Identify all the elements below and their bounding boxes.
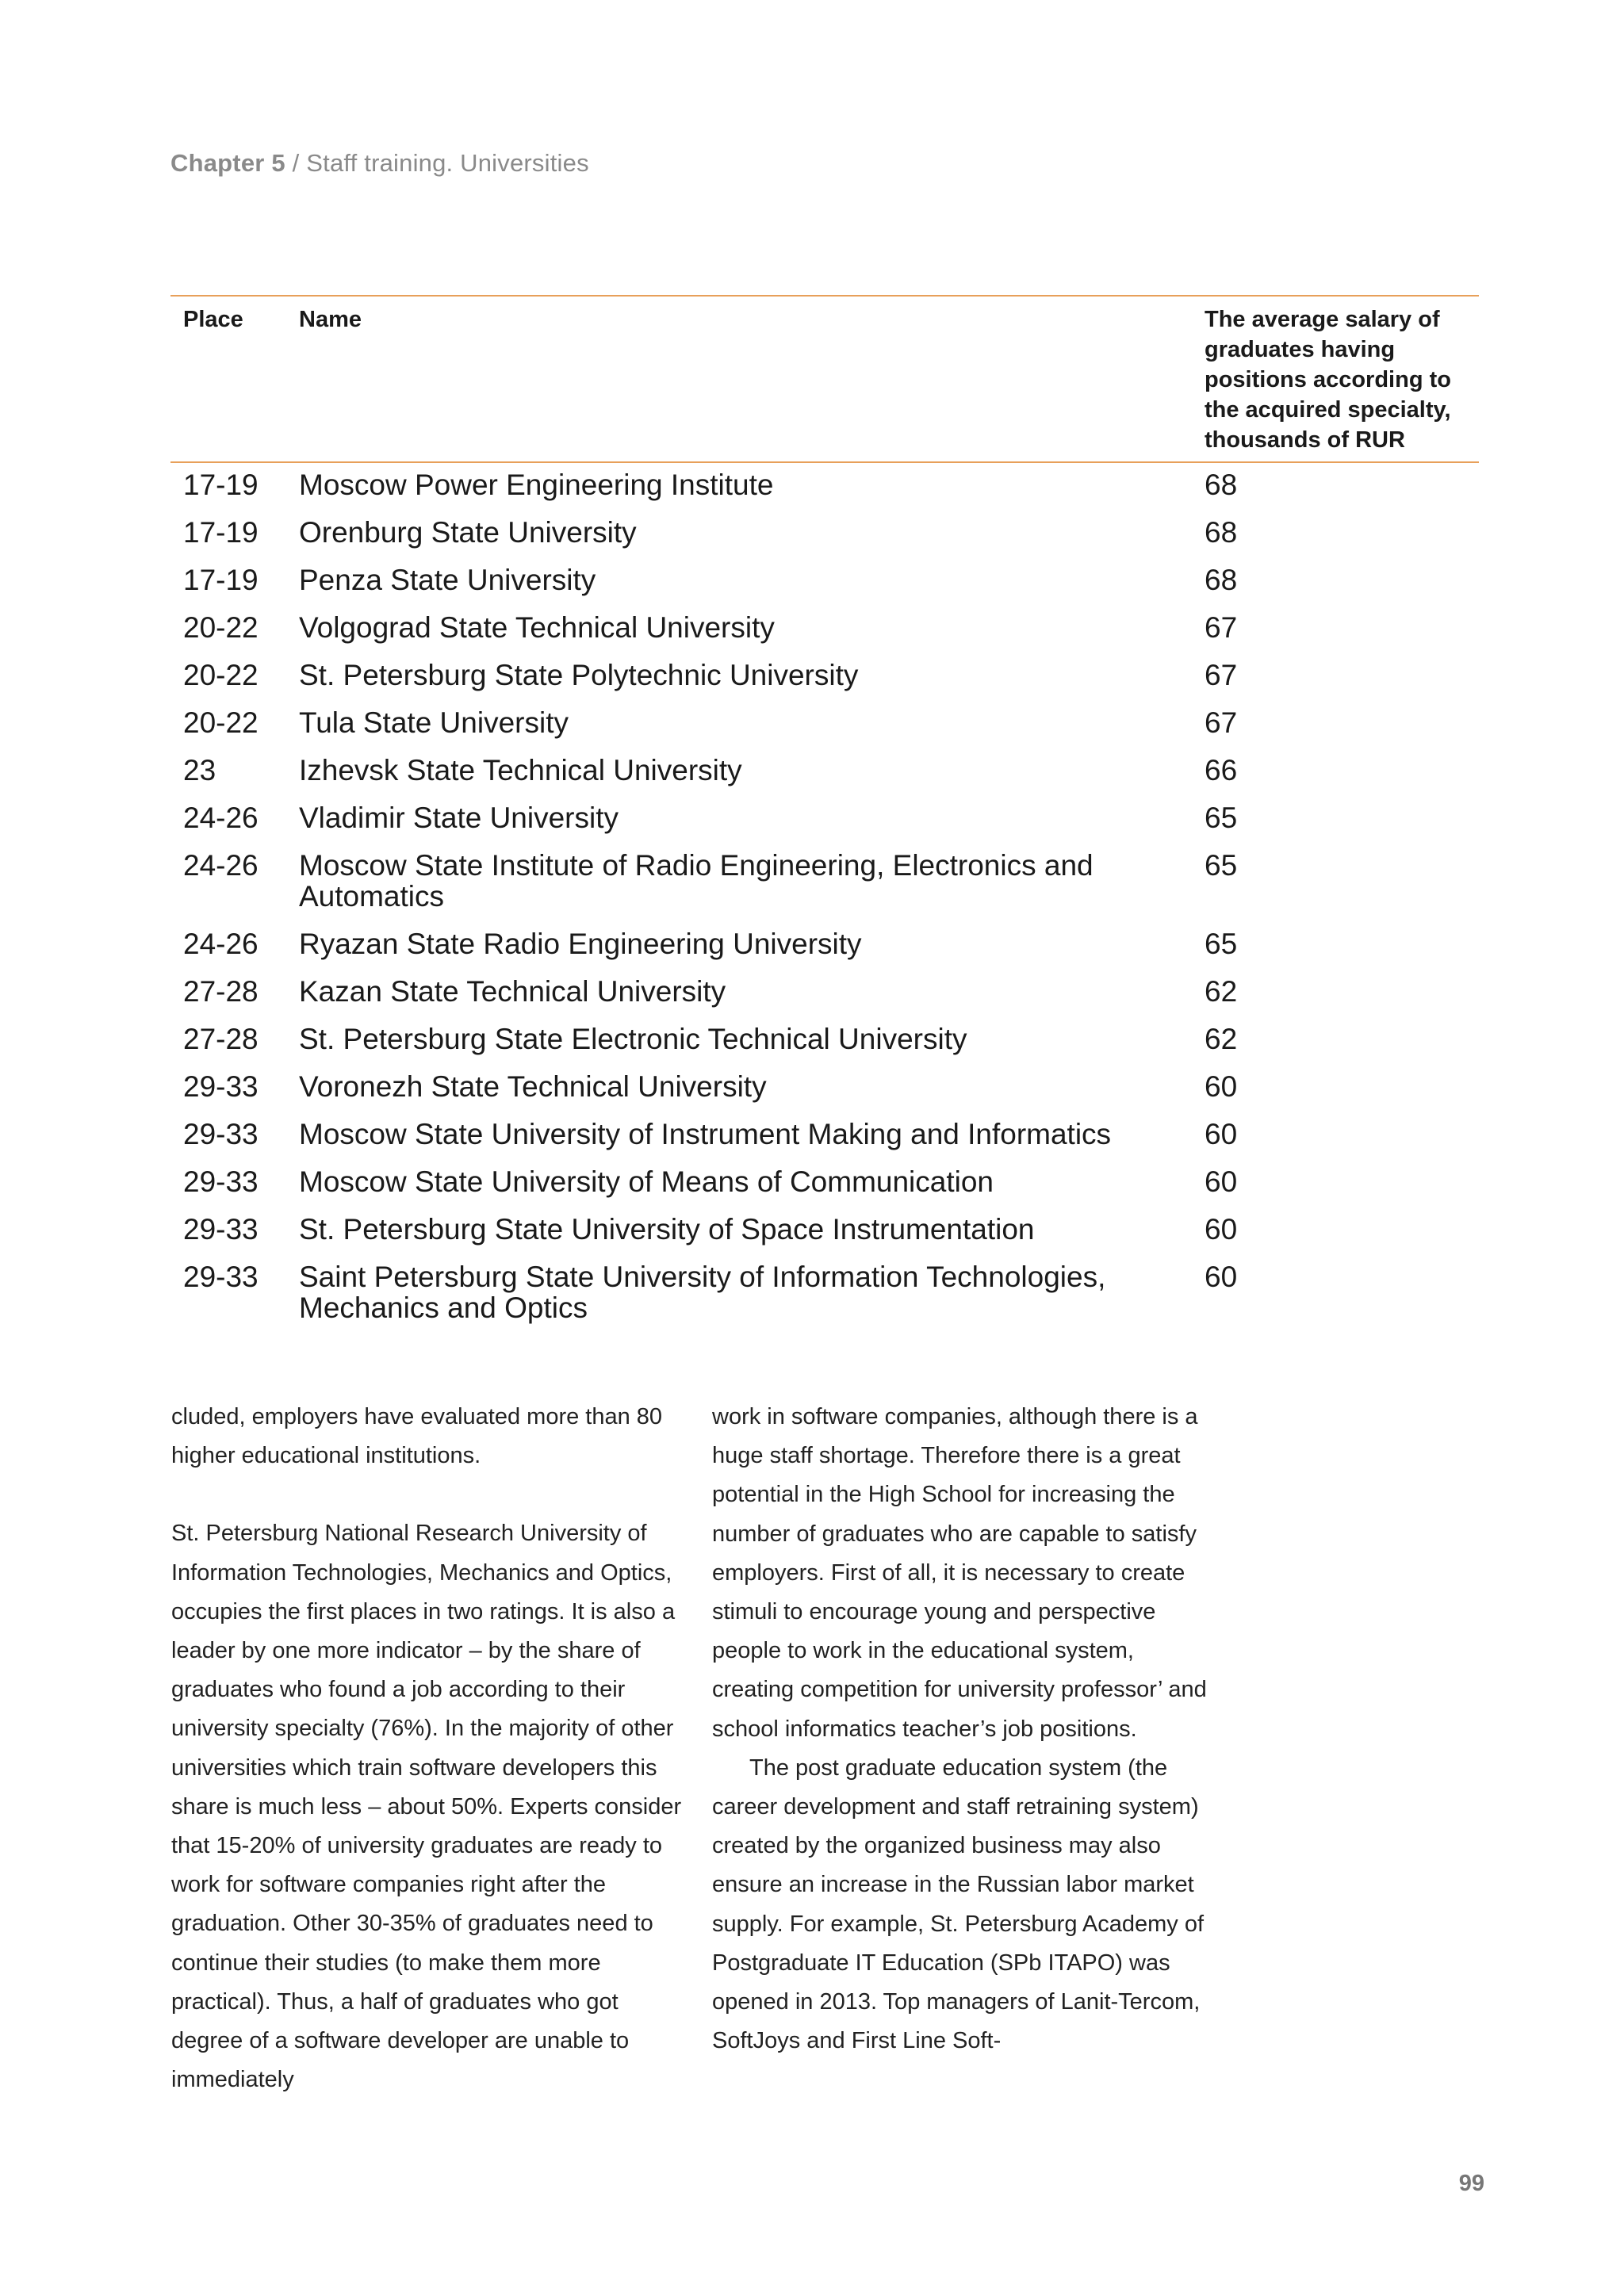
cell-name: Izhevsk State Technical University — [299, 754, 742, 786]
cell-name: St. Petersburg State Polytechnic University — [299, 659, 859, 691]
cell-salary: 60 — [1205, 1213, 1238, 1246]
cell-place: 20-22 — [183, 706, 259, 739]
cell-salary: 68 — [1205, 564, 1238, 596]
table-row — [170, 1160, 1479, 1207]
cell-place: 17-19 — [183, 516, 259, 549]
cell-place: 29-33 — [183, 1165, 259, 1198]
table-row — [170, 462, 1479, 511]
cell-place: 17-19 — [183, 469, 259, 501]
cell-salary: 60 — [1205, 1118, 1238, 1150]
cell-place: 29-33 — [183, 1118, 259, 1150]
table-header-row — [170, 296, 1479, 462]
cell-salary: 66 — [1205, 754, 1238, 786]
cell-name: Vladimir State University — [299, 802, 619, 834]
cell-salary: 65 — [1205, 802, 1238, 834]
cell-name: Orenburg State University — [299, 516, 637, 549]
cell-place: 29-33 — [183, 1213, 259, 1246]
cell-place: 23 — [183, 754, 216, 786]
column-header-name: Name — [299, 307, 362, 332]
cell-salary: 67 — [1205, 706, 1238, 739]
cell-salary: 60 — [1205, 1070, 1238, 1103]
table-row — [170, 844, 1479, 922]
cell-place: 27-28 — [183, 975, 259, 1008]
cell-place: 29-33 — [183, 1261, 259, 1293]
table-row — [170, 922, 1479, 970]
cell-salary: 68 — [1205, 469, 1238, 501]
cell-name: Moscow Power Engineering Institute — [299, 469, 774, 501]
cell-place: 17-19 — [183, 564, 259, 596]
column-header-place: Place — [183, 307, 243, 332]
paragraph: cluded, employers have evaluated more than 80 higher educational institutions. — [171, 1404, 663, 1469]
cell-salary: 67 — [1205, 659, 1238, 691]
cell-name: Moscow State University of Instrument Making and Informatics — [299, 1118, 1112, 1150]
cell-name: Kazan State Technical University — [299, 975, 726, 1008]
table-row — [170, 606, 1479, 653]
table-row — [170, 1207, 1479, 1255]
text-column-right — [712, 1398, 1220, 2061]
cell-name: Ryazan State Radio Engineering University — [299, 928, 862, 960]
cell-salary: 67 — [1205, 611, 1238, 644]
salary-table — [170, 295, 1479, 1334]
cell-place: 24-26 — [183, 802, 259, 834]
header-separator: / — [285, 149, 307, 177]
table-row — [170, 511, 1479, 558]
cell-name: Penza State University — [299, 564, 596, 596]
cell-salary: 60 — [1205, 1261, 1238, 1293]
cell-name: St. Petersburg State University of Space Instrumentation — [299, 1213, 1035, 1246]
cell-name: Tula State University — [299, 706, 569, 739]
chapter-label: Chapter 5 — [170, 149, 285, 177]
table-body — [170, 462, 1479, 1334]
cell-place: 20-22 — [183, 611, 259, 644]
table-row — [170, 701, 1479, 748]
table-row — [170, 970, 1479, 1017]
running-header — [170, 149, 589, 178]
table-row — [170, 1112, 1479, 1160]
cell-salary: 60 — [1205, 1165, 1238, 1198]
cell-name: Voronezh State Technical University — [299, 1070, 767, 1103]
table-row — [170, 748, 1479, 796]
cell-name: Saint Petersburg State University of Information Technologies, Mechanics and Optics — [299, 1261, 1106, 1324]
paragraph: work in software companies, although there is a huge staff shortage. Therefore there is a great potential in the High School for increasing the number of graduates who are capable to satisfy employers. First of all, it is necessary to create stimuli to encourage young and perspective people to work in the educational system, creating competition for university professor’ and school informatics teacher’s job positions. — [712, 1404, 1207, 1742]
table-row — [170, 653, 1479, 701]
page-number: 99 — [1458, 2171, 1484, 2196]
text-column-left — [171, 1398, 695, 2099]
table-row — [170, 558, 1479, 606]
cell-salary: 68 — [1205, 516, 1238, 549]
cell-place: 29-33 — [183, 1070, 259, 1103]
section-title: Staff training. Universities — [306, 149, 589, 177]
paragraph: The post graduate education system (the career development and staff retraining system) created by the organized business may also ensure an increase in the Russian labor market supply. For example, St. Petersburg Academy of Postgraduate IT Education (SPb ITAPO) was opened in 2013. Top managers of Lanit-Tercom, SoftJoys and First Line Soft- — [712, 1755, 1205, 2054]
cell-place: 20-22 — [183, 659, 259, 691]
cell-name: Moscow State Institute of Radio Engineering, Electronics and Automatics — [299, 849, 1094, 913]
cell-name: St. Petersburg State Electronic Technical University — [299, 1023, 967, 1055]
paragraph: St. Petersburg National Research University of Information Technologies, Mechanics and Optics, occupies the first places in two ratings. It is also a leader by one more indicator – by the share of graduates who found a job according to their university specialty (76%). In the majority of other universities which train software developers this share is much less – about 50%. Experts consider that 15-20% of university graduates are ready to work for software companies right after the graduation. Other 30-35% of graduates need to continue their studies (to make them more practical). Thus, a half of graduates who got degree of a software developer are unable to immediately — [171, 1521, 682, 2093]
table-row — [170, 1255, 1479, 1334]
cell-salary: 62 — [1205, 1023, 1238, 1055]
cell-place: 27-28 — [183, 1023, 259, 1055]
cell-salary: 65 — [1205, 849, 1238, 882]
table-row — [170, 796, 1479, 844]
table-row — [170, 1017, 1479, 1065]
cell-name: Volgograd State Technical University — [299, 611, 775, 644]
cell-place: 24-26 — [183, 928, 259, 960]
column-header-salary: The average salary of graduates having positions according to the acquired specialty, thousands of RUR — [1205, 307, 1451, 453]
cell-place: 24-26 — [183, 849, 259, 882]
cell-salary: 65 — [1205, 928, 1238, 960]
cell-salary: 62 — [1205, 975, 1238, 1008]
table-row — [170, 1065, 1479, 1112]
cell-name: Moscow State University of Means of Communication — [299, 1165, 994, 1198]
